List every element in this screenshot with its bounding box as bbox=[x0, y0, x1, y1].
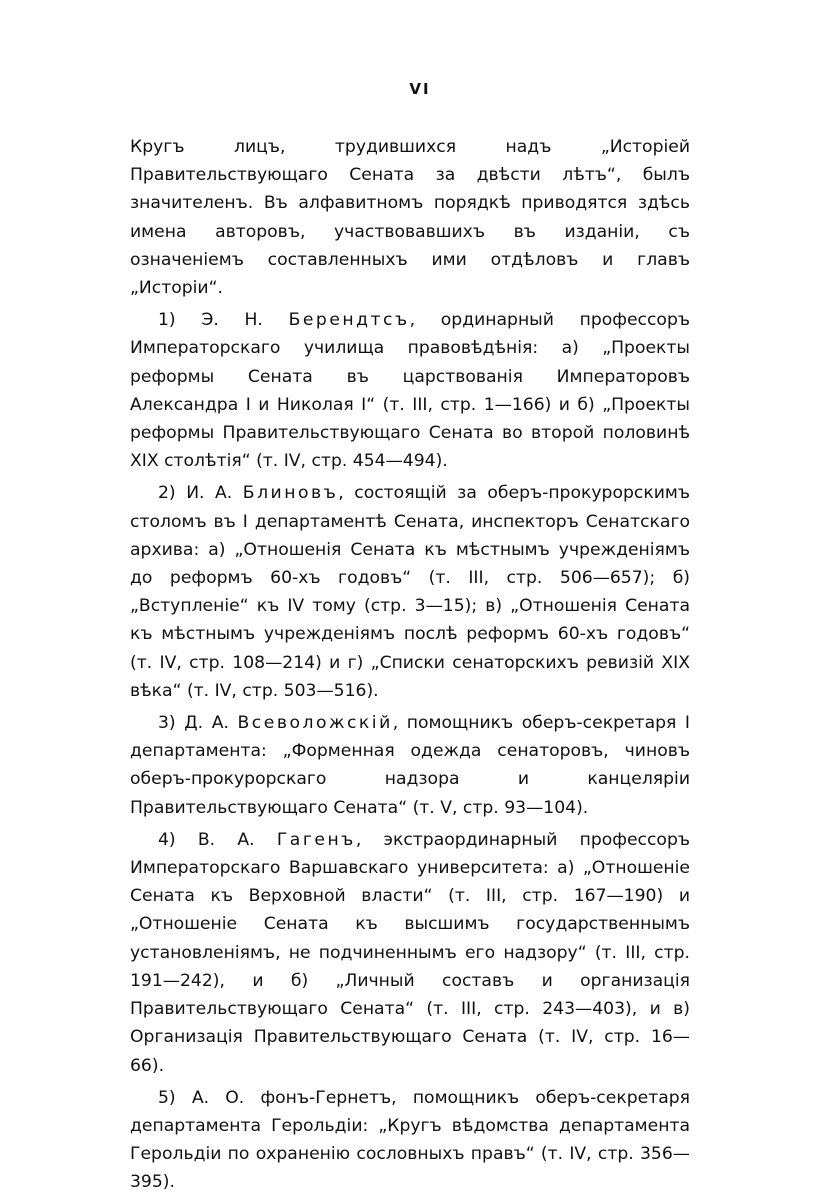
entry-description: , состоящій за оберъ-прокурорскимъ столомъ въ I департаментѣ Сената, инспекторъ Сенатскаго архива: а) „Отношенія Сената къ мѣстнымъ учрежденіямъ до реформъ 60-хъ годовъ“ (т. III, стр. 506—657); б) „Вступленіе“ къ IV тому (стр. 3—15); в) „Отношенія Сената къ мѣстнымъ учрежденіямъ послѣ реформъ 60-хъ годовъ“ (т. IV, стр. 108—214) и г) „Списки сенаторскихъ ревизій XIX вѣка“ (т. IV, стр. 503—516). bbox=[130, 483, 690, 701]
entry-initials: Д. А. bbox=[184, 713, 229, 734]
entry-initials: Э. Н. bbox=[201, 310, 263, 331]
entry-author-surname: Блиновъ bbox=[242, 483, 339, 504]
entry-paragraph bbox=[130, 709, 690, 822]
entry-paragraph bbox=[130, 479, 690, 705]
entry-author-surname: Гагенъ bbox=[276, 829, 356, 850]
entry-description: , помощникъ оберъ-секретаря департамента Герольдіи: „Кругъ вѣдомства департамента Герольдіи по охраненію сословныхъ правъ“ (т. IV, стр. 356—395). bbox=[130, 1087, 690, 1193]
entry-number: 4) bbox=[158, 829, 176, 850]
entry-description: , экстраординарный профессоръ Императорскаго Варшавскаго университета: а) „Отношеніе Сената къ Верховной власти“ (т. III, стр. 167—190) и „Отношеніе Сената къ высшимъ государственнымъ установленіямъ, не подчиненнымъ его надзору“ (т. III, стр. 191—242), и б) „Личный составъ и организація Правительствующаго Сената“ (т. III, стр. 243—403), и в) Организація Правительствующаго Сената (т. IV, стр. 16—66). bbox=[130, 829, 690, 1076]
page-number: VI bbox=[409, 80, 431, 98]
entry-description: , ординарный профессоръ Императорскаго училища правовѣдѣнія: а) „Проекты реформы Сената въ царствованія Императоровъ Александра I и Николая I“ (т. III, стр. 1—166) и б) „Проекты реформы Правительствующаго Сената во второй половинѣ XIX столѣтія“ (т. IV, стр. 454—494). bbox=[130, 310, 690, 472]
entry-paragraph bbox=[130, 1084, 690, 1197]
entry-author-surname: Всеволожскій bbox=[237, 713, 393, 734]
entry-initials: И. А. bbox=[186, 483, 233, 504]
entry-author-surname: фонъ-Гернетъ bbox=[260, 1087, 392, 1108]
entry-number: 1) bbox=[158, 310, 176, 331]
intro-paragraph: Кругъ лицъ, трудившихся надъ „Исторіей Правительствующаго Сената за двѣсти лѣтъ“, былъ значителенъ. Въ алфавитномъ порядкѣ приводятся здѣсь имена авторовъ, участвовавшихъ въ изданіи, съ означеніемъ составленныхъ ими отдѣловъ и главъ „Исторіи“. bbox=[130, 137, 690, 299]
entry-author-surname: Берендтсъ bbox=[288, 310, 410, 331]
entry-description: , помощникъ оберъ-секретаря I департамента: „Форменная одежда сенаторовъ, чиновъ оберъ-прокурорскаго надзора и канцеляріи Правительствующаго Сената“ (т. V, стр. 93—104). bbox=[130, 713, 690, 818]
entry-number: 2) bbox=[158, 483, 176, 504]
entry-paragraph bbox=[130, 826, 690, 1080]
entry-initials: А. О. bbox=[191, 1087, 245, 1108]
entry-paragraph bbox=[130, 306, 690, 475]
entry-number: 3) bbox=[158, 713, 176, 734]
entry-number: 5) bbox=[158, 1087, 176, 1108]
body-text bbox=[130, 133, 690, 1201]
entry-initials: В. А. bbox=[197, 829, 255, 850]
